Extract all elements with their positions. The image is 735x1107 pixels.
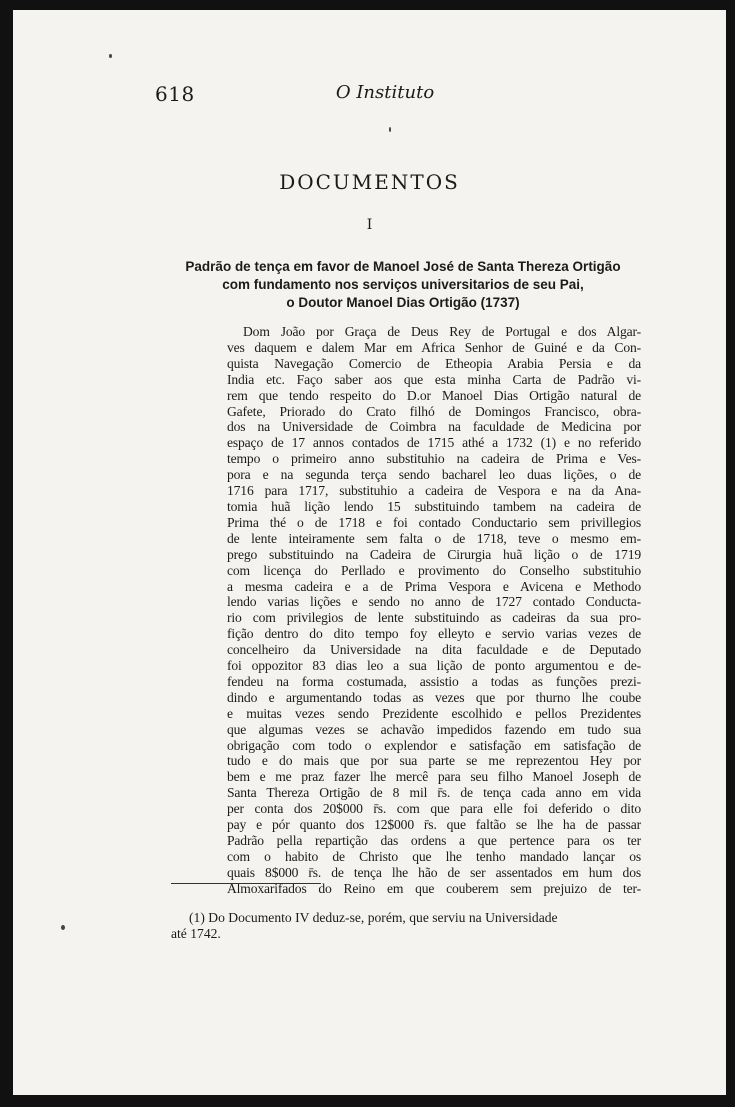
body-line: obrigação com todo o explendor e satisfação em satisfação de [227,737,641,753]
body-line: per conta dos 20$000 r̄s. com que para elle foi deferido o dito [227,801,641,817]
body-line: rio com privilegios de lente substituindo as cadeiras da sua pro- [227,610,641,626]
body-line: foi oppozitor 83 dias leo a sua lição de ponto argumentou e de- [227,658,641,674]
body-line: tempo o primeiro anno substituhio na cadeira de Prima e Ves- [227,451,641,467]
document-number: I [366,217,373,233]
body-line: fendeu na forma costumada, assistio a todas as funções prezi- [227,673,641,689]
body-line: bem e me praz fazer lhe mercê para seu filho Manoel Joseph de [227,769,641,785]
page-header [155,82,655,112]
body-line: fição dentro do dito tempo foy elleyto e servio varias vezes de [227,626,641,642]
body-line: quista Navegação Comercio de Etheopia Arabia Persia e da [227,355,641,371]
body-line: Santa Thereza Ortigão de 8 mil r̄s. de tença cada anno em vida [227,785,641,801]
body-line: pay e pór quanto dos 12$000 r̄s. que faltão se lhe ha de passar [227,817,641,833]
footnote-marker: (1) [189,910,205,925]
body-line: India etc. Faço saber aos que esta minha Carta de Padrão vi- [227,371,641,387]
body-line: Prima thé o de 1718 e foi contado Conductario sem privillegios [227,514,641,530]
footnote-line: até 1742. [171,926,221,941]
body-line: dos na Universidade de Coimbra na faculdade de Medicina por [227,419,641,435]
body-line: espaço de 17 annos contados de 1715 athé a 1732 (1) e no referido [227,435,641,451]
body-line: prego substituindo na Cadeira de Cirurgia huã lição o de 1719 [227,546,641,562]
document-title [153,258,653,312]
body-line: que algumas vezes se achavão impedidos fazendo em tudo sua [227,721,641,737]
page-number: 618 [155,82,195,106]
body-line: com o habito de Christo que lhe tenho mandado lançar os [227,848,641,864]
body-line: Almoxarifados do Reino em que couberem sem prejuizo de ter- [227,880,641,896]
paper-speck [61,925,65,930]
body-line: de lente inteiramente sem falta o de 1718, teve o mesmo em- [227,530,641,546]
body-line: Dom João por Graça de Deus Rey de Portugal e dos Algar- [243,324,641,339]
body-line: concelheiro da Universidade na dita faculdade e de Deputado [227,642,641,658]
section-heading: DOCUMENTOS [279,170,460,194]
body-line: tudo e do mais que por sua parte se me reprezentou Hey por [227,753,641,769]
paper-speck [389,127,391,132]
body-line: dindo e argumentando todas as vezes que por thurno lhe coube [227,689,641,705]
body-text [227,324,641,897]
document-title-line: com fundamento nos serviços universitarios de seu Pai, [222,277,584,292]
body-line: Gafete, Priorado do Crato filhó de Domingos Francisco, obra- [227,403,641,419]
body-line: 1716 para 1717, substituhio a cadeira de Vespora e na da Ana- [227,483,641,499]
document-title-line: Padrão de tença em favor de Manoel José de Santa Thereza Ortigão [185,259,621,274]
document-title-line: o Doutor Manoel Dias Ortigão (1737) [286,295,520,310]
body-line: lendo varias lições e sendo no anno de 1727 contado Conducta- [227,594,641,610]
footnote-divider [171,883,321,884]
footnote-line [171,910,643,926]
body-line: tomia huã lição lendo 15 substituindo tambem na cadeira de [227,498,641,514]
body-line: ves daquem e dalem Mar em Africa Senhor de Guiné e da Con- [227,339,641,355]
running-title: O Instituto [335,82,435,103]
body-line: Padrão pella repartição das ordens a que pertence para os ter [227,833,641,848]
footnote [171,910,643,942]
body-line: pora e na segunda terça sendo bacharel leo duas lições, o de [227,467,641,483]
body-line: e muitas vezes sendo Prezidente escolhido e pellos Prezidentes [227,705,641,721]
body-line: rem que tendo respeito do D.or Manoel Dias Ortigão natural de [227,387,641,403]
body-line: quais 8$000 r̄s. de tença lhe hão de ser assentados em hum dos [227,864,641,880]
footnote-text: Do Documento IV deduz-se, porém, que serviu na Universidade [208,910,558,925]
body-line: com licença do Perllado e provimento do Conselho substituhio [227,562,641,578]
body-line: a mesma cadeira e a de Prima Vespora e Avicena e Methodo [227,578,641,594]
paper-speck [109,54,112,58]
